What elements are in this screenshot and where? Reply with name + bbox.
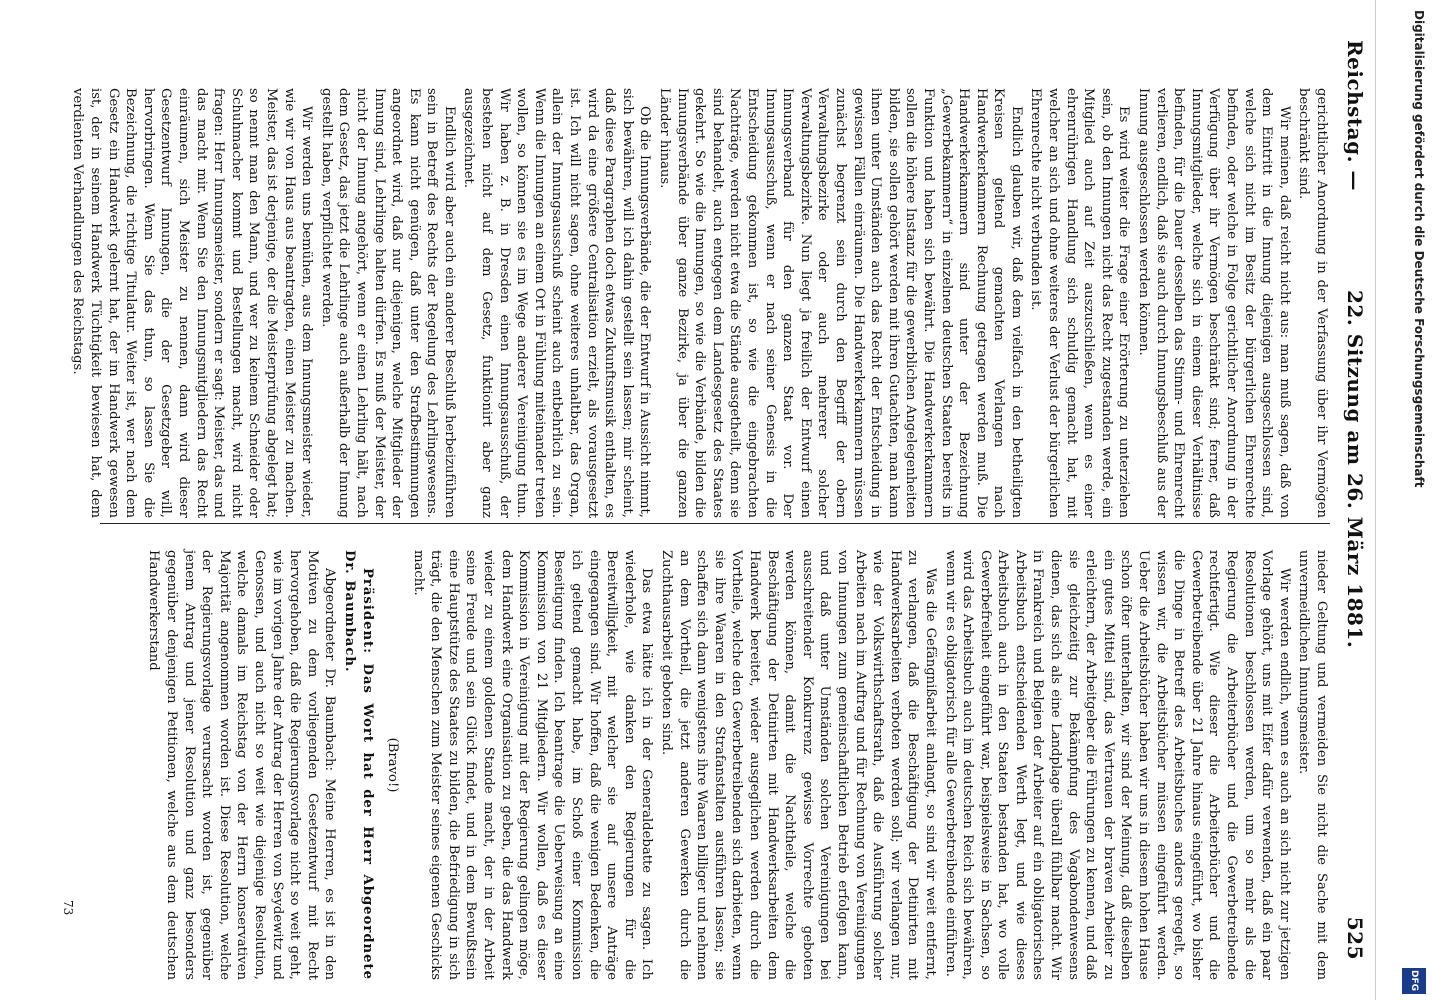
- page-number: 525: [1343, 916, 1367, 960]
- paragraph: gerichtlicher Anordnung in der Verfassung über ihr Vermögen beschränkt sind.: [1296, 88, 1329, 518]
- signature-mark: 73: [61, 900, 75, 916]
- dfg-logo-text: DFG: [1409, 970, 1419, 992]
- page-edge: [1375, 0, 1376, 1000]
- running-header: [1333, 40, 1367, 960]
- text-column-right: [90, 550, 1330, 980]
- paragraph: Wir werden uns bemühen, aus dem Innungsmeister wieder, wie wir von Haus aus beantragten, einen Meister zu machen. Meister, das ist derjenige, der die Meisterprüfung abgelegt hat; so nennt man den Mann, und wer zu keinem Schneider oder Schuhmacher kommt und Bestellungen macht, wird nicht fragen: Herr Innungsmeister, sondern er sagt: Meister, das und das macht mir. Wenn Sie den Innungsmitgliedern das Recht einräumen, sich Meister zu nennen, dann wird dieser Gesetzentwurf Innungen, die der Gesetzgeber will, hervorbringen. Wenn Sie das thun, so lassen Sie die Bezeichnung, die richtige Titulatur. Weiter ist, wer nach dem Gesetz ein Handwerk gelernt hat, der im Handwerk gewesen ist, der in seinem Handwerk Tüchtigkeit bewiesen hat, dem verdienten Verhandlungen des Reichstags.: [70, 88, 315, 518]
- paragraph: Ob die Innungsverbände, die der Entwurf in Aussicht nimmt, sich bewähren, will ich dahin gestellt sein lassen; mir scheint, daß diese Paragraphen doch etwas Zukunftsmusik enthalten, es wird da eine größere Centralisation erzielt, als vorausgesetzt ist. Ich will nicht sagen, ohne weiteres unhaltbar, das Organ, allein der Innungsausschuß scheint auch entbehrlich zu sein. Wenn die Innungen an einem Ort in Fühlung miteinander treten wollen, so können sie es im Wege anderer Vereinigung thun. Wir haben z. B. in Dresden einen Innungsausschuß, der bestehen nicht auf dem Gesetz, funktionirt aber ganz ausgezeichnet.: [461, 88, 653, 518]
- header-title: 22. Sitzung am 26. März 1881.: [1343, 290, 1367, 649]
- paragraph: Endlich wird aber auch ein anderer Beschluß herbeizuführen sein in Betreff des Rechts der Regelung des Lehrlingswesens. Es kann nicht genügen, daß unter den Strafbestimmungen angeordnet wird, daß nur diejenigen, welche Mitglieder der Innung sind, Lehrlinge halten dürfen. Es muß der Meister, der nicht der Innung angehört, wenn er einen Lehrling hält, nach dem Gesetz, das jetzt die Lehrlinge auch außerhalb der Innung gestellt haben, verpflichtet werden.: [318, 88, 457, 518]
- paragraph: Das etwa hätte ich in der Generaldebatte zu sagen. Ich wiederhole, wie danken den Regierungen für die Bereitwilligkeit, mit welcher sie auf unsere Anträge eingegangen sind. Wir hoffen, daß die wenigen Bedenken, die ich geltend gemacht habe, im Schoß einer Kommission Beseitigung finden. Ich beantrage die Ueberweisung an eine Kommission von 21 Mitgliedern. Wir wollen, daß es dieser Kommission in Vereinigung mit der Regierung gelingen möge, dem Handwerk eine Organisation zu geben, die das Handwerk wieder zu einem goldenen Stande macht, der in der Arbeit seine Freude und sein Glück findet, und in dem Bewußtsein eine Hauptstütze des Staates zu bilden, die Befriedigung in sich trägt, die den Menschen zum Meister seines eigenen Geschicks macht.: [410, 550, 655, 980]
- paragraph: Endlich glauben wir, daß dem vielfach in den betheiligten Kreisen geltend gemachten Verlangen nach Handwerkerkammern Rechnung getragen werden muß. Die Handwerkerkammern sind unter der Bezeichnung „Gewerbekammern“ in einzelnen deutschen Staaten bereits in Funktion und haben sich bewährt. Die Handwerkerkammern sollen die höhere Instanz für die gewerblichen Angelegenheiten bilden, sie sollen gehört werden mit ihren Gutachten, man kann ihnen unter Umständen auch das Recht der Entscheidung in gewissen Fällen einräumen. Die Handwerkerkammern müssen zunächst begrenzt sein durch den Begriff der obern Verwaltungsbezirke oder auch mehrerer solcher Verwaltungsbezirke. Nun liegt ja freilich der Entwurf einen Innungsverband für den ganzen Staat vor. Der Innungsausschuß, wenn er nach seiner Genesis in die Entscheidung gekommen ist, so wie die eingebrachten Nachträge, werden nicht etwa die Stände ausgetheilt, denn sie sind behandelt, auch entgegen dem Landesgesetz des Staates gekehrt. So wie die Innungen, so wie die Verbände, bilden die Innungsverbände über ganze Bezirke, ja über die ganzen Länder hinaus.: [657, 88, 1024, 518]
- digitization-note: Digitalisierung gefördert durch die Deutsche Forschungsgemeinschaft: [1412, 10, 1426, 488]
- text-column-left: [70, 88, 1330, 518]
- paragraph: Was die Gefängnißarbeit anlangt, so sind wir weit entfernt, zu verlangen, daß die Beschäftigung der Detinirten mit Handwerksarbeiten verboten werden soll; wir verlangen nur, wie der Volkswirthschaftsrath, daß die Ausführung solcher Arbeiten nach im Auftrag und für Rechnung von Vereinigungen von Innungen zum gemeinschaftlichen Betrieb erfolgen kann, und daß unter Umständen solchen Vereinigungen bei ausschreitender Konkurrenz gewisse Vorrechte geboten werden können, damit die Nachtheile, welche die Beschäftigung der Detinirten mit Handwerksarbeiten dem Handwerk bereitet, wieder ausgeglichen werden durch die Vortheile, welche den Gewerbetreibenden sich darbieten, wenn sie ihre Waaren in den Strafanstalten ausführen lassen; sie schaffen sich dann wenigstens ihre Waaren billiger und nehmen an dem Vortheil, die jetzt anderen Gewerken durch die Zuchthausarbeit geboten sind.: [659, 550, 938, 980]
- dfg-logo-icon: [1402, 968, 1426, 994]
- header-left: Reichstag. —: [1343, 40, 1367, 192]
- paragraph: Es wird weiter die Frage einer Erörterung zu unterziehen sein, ob den Innungen nicht das Recht zugestanden werde, ein Mitglied auch auf Zeit auszuschließen, wenn es einer ehrenrührigen Handlung sich schuldig gemacht hat, mit welcher an sich und ohne weiteres der Verlust der bürgerlichen Ehrenrechte nicht verbunden ist.: [1028, 88, 1132, 518]
- applause-note: (Bravo!): [385, 737, 401, 793]
- paragraph: Abgeordneter Dr. Baumbach: Meine Herren, es ist in den Motiven zu dem vorliegenden Gesetzentwurf mit Recht hervorgehoben, daß die Regierungsvorlage nicht so weit geht, wie im vorigen Jahre der Antrag der Herren von Seydewitz und Genossen, und auch nicht so weit wie diejenige Resolution, welche damals im Reichstag von der Herrn konservativen Majorität angenommen worden ist. Diese Resolution, welche der Regierungsvorlage verursacht worden ist, gegenüber jenem Antrag und jener Resolution und ganz besonders gegenüber denjenigen Petitionen, welche aus dem deutschen Handwerkerstand: [146, 550, 338, 980]
- president-line: Präsident: Das Wort hat der Herr Abgeordnete Dr. Baumbach.: [341, 550, 375, 980]
- column-divider: [100, 523, 1330, 524]
- paragraph: Wir werden endlich, wenn es auch an sich nicht zur jetzigen Vorlage gehört, uns mit Eifer dafür verwenden, daß ein paar Resolutionen beschlossen werden, um so mehr als die Regierung die Arbeiterbücher und die Gewerbetreibende rechtfertigt. Wie dieser die Arbeiterbücher und die Gewerbetreibende über 21 Jahre hinaus eingeführt, wo bisher die Dinge in Betreff des Arbeitsbuches anders geregelt, so wissen wir, die Arbeitsbücher müssen eingeführt werden. Ueber die Arbeitsbücher haben wir uns in diesem hohen Hause schon öfter unterhalten, wir sind der Meinung, daß dieselben ein gutes Mittel sind, das Vertrauen der braven Arbeiter zu erleichtern, der Arbeitgeber die Führungen zu kennen, und daß sie gleichzeitig zur Bekämpfung des Vagabondenwesens dienen, das sich als eine Landplage überall fühlbar macht. Wir in Frankreich und Belgien der Arbeiter auf ein obligatorisches Arbeitsbuch entscheidenden Werth legt, und wie dieses Arbeitsbuch auch in den Staaten bestanden hat, wo volle Gewerbefreiheit eingeführt war, beispielsweise in Sachsen, so wird das Arbeitsbuch auch im deutschen Reich sich bewähren, wenn wir es obligatorisch für alle Gewerbetreibende einführen.: [942, 550, 1292, 980]
- paragraph: Wir meinen, daß reicht nicht aus: man muß sagen, daß von dem Eintritt in die Innung diejenigen ausgeschlossen sind, welche sich nicht im Besitz der bürgerlichen Ehrenrechte befinden, oder welche in Folge gerichtlicher Anordnung in der Verfügung über ihr Vermögen beschränkt sind; ferner, daß Innungsmitglieder, welche sich in einem dieser Verhältnisse befinden, für die Dauer desselben das Stimm- und Ehrenrecht verlieren, endlich, daß sie auch durch Innungsbeschluß aus der Innung ausgeschlossen werden können.: [1136, 88, 1292, 518]
- paragraph: nieder Geltung und vermeiden Sie nicht die Sache mit dem unvermeidlichen Innungsmeister.: [1296, 550, 1329, 980]
